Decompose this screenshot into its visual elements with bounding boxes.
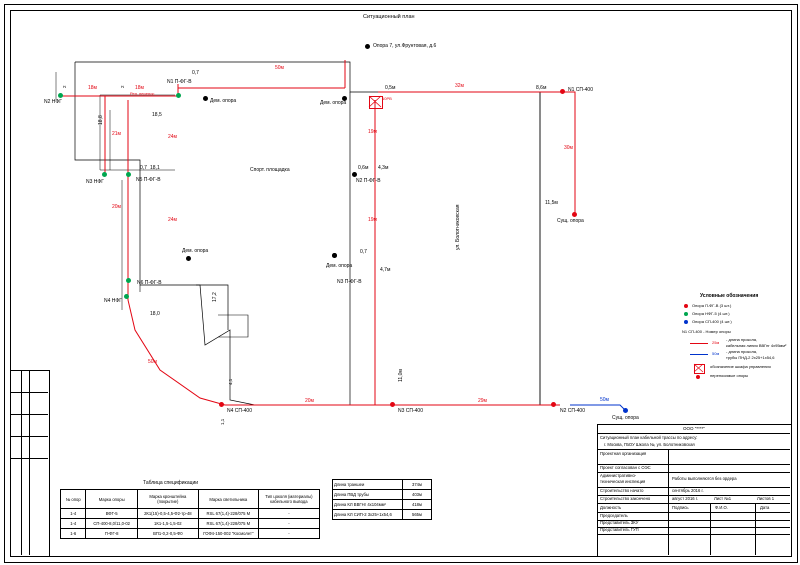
label-rel-perenos: Рел. перенос — [130, 91, 155, 96]
stamp-row-2-label: Административно- — [600, 473, 637, 478]
spec-r0c3: RSL 67(1,4)-228/075 М — [198, 509, 258, 519]
legend-item-6: обозначение шкафа управления — [710, 364, 771, 369]
legend-item-1: Опора НФГ-5 (4 шт.) — [692, 311, 730, 316]
spec-header-3: Марка светильника — [198, 490, 258, 509]
dim-4-7m: 4,7м — [380, 267, 391, 273]
legend-item-4b: кабельная линия ВВГнг 4х95мм² — [726, 343, 787, 348]
legend-item-5: - длина прокола, — [726, 349, 758, 354]
legend-item-7: переносимые опоры — [710, 373, 749, 378]
spec-r1c3: RSL 67(1,4)-228/075 М — [198, 519, 258, 529]
dim-18-8: 18,8 — [98, 115, 104, 125]
trench-r0c0: Длина траншеи — [333, 480, 403, 490]
dim-4-3m: 4,3м — [378, 165, 389, 171]
dim-24m-b: 24м — [168, 217, 177, 223]
node-n1-sp400-label: N1 СП-400 — [568, 87, 593, 93]
trench-r2c0: Длина КЛ ВВГНг 4х104мм² — [333, 500, 403, 510]
spec-r0c0: 1-4 — [61, 509, 86, 519]
stamp-div-2 — [597, 449, 790, 450]
spec-r1c1: СП-400-8,0/11,0-02 — [86, 519, 137, 529]
dim-50m-top: 50м — [275, 65, 284, 71]
dim-18-1: 18,1 — [150, 165, 160, 171]
spec-header-2: Марка кронштейна (покрытие) — [137, 490, 198, 509]
dim-2-b: 2 — [120, 85, 125, 88]
node-n1-p-fg-v-label: N1 П-ФГ-В — [167, 79, 192, 85]
stamp-vline-4 — [668, 449, 669, 503]
stamp-org: ООО "****" — [683, 426, 705, 431]
dim-50m-blue: 50м — [600, 397, 609, 403]
stamp-sign-header-1: Подпись — [672, 505, 689, 510]
node-n2-sp400-label: N2 СП-400 — [560, 408, 585, 414]
spec-r1c2: 1К1-1,5-1,5-02 — [137, 519, 198, 529]
spec-r0c1: ВФГ-5 — [86, 509, 137, 519]
legend-item-3: N1 СП-400 - Номер опоры — [682, 329, 731, 334]
stamp-row-4-label: Строительство начато — [600, 488, 644, 493]
stamp-vline-1 — [668, 503, 669, 555]
node-opora7-label: Опора 7, ул.Фрунтовая, д.6 — [373, 43, 437, 49]
stamp-row-1-label: Проект согласован с ОЭС — [600, 465, 651, 470]
stamp-vline-3 — [755, 503, 756, 555]
spec-r2c0: 1-6 — [61, 529, 86, 539]
dim-0-7-c: 0,7 — [140, 165, 147, 171]
legend-item-5-label: 50м — [712, 351, 720, 356]
dim-18-0: 18,0 — [150, 311, 160, 317]
node-n3-p-fg-v-label: N3 П-ФГ-В — [337, 279, 362, 285]
legend-item-2: Опора СП-400 (4 шт.) — [692, 319, 732, 324]
node-n6-p-fg-v-label: N6 П-ФГ-В — [137, 280, 162, 286]
legend-item-0: Опора П-ФГ-В (3 шт.) — [692, 303, 732, 308]
spec-r2c1: П-ФГ-8 — [86, 529, 137, 539]
page-title: Ситуационный план — [363, 14, 415, 20]
dim-50m-curve: 50м — [148, 359, 157, 365]
stamp-sign-row-1: Представитель ЗКУ — [600, 520, 639, 525]
spec-r1c4: - — [258, 519, 319, 529]
stamp-sheet-2: Листов 1 — [757, 496, 775, 501]
table-row — [333, 510, 432, 520]
dim-11-5m: 11,5м — [545, 200, 558, 206]
spec-r2c2: ВП1-0,2-0,5-Ф0 — [137, 529, 198, 539]
table-row — [333, 480, 432, 490]
node-n2-p-fg-v-label: N2 П-ФГ-В — [356, 178, 381, 184]
spec-table — [60, 489, 320, 539]
spec-r2c3: ГОФ4-150-002 "Космолет" — [198, 529, 258, 539]
spec-r0c4: - — [258, 509, 319, 519]
spec-r0c2: 2К1(15)-0,5-4,5-Ф2-тр-48 — [137, 509, 198, 519]
dim-11-0m: 11,0м — [398, 369, 404, 382]
stamp-address: г. Москва, ГБОУ Школа №, ул. Болотниковская — [604, 442, 695, 447]
dim-18m-a: 18м — [88, 85, 97, 91]
trench-r2c1: 418м — [402, 500, 431, 510]
node-dem-opora-1-label: Дем. опора — [210, 98, 237, 104]
node-sush-opora-2-label: Сущ. опора — [612, 415, 639, 421]
table-row — [333, 500, 432, 510]
dim-19m-b: 19м — [368, 217, 377, 223]
table-row — [61, 519, 320, 529]
spec-r2c4: - — [258, 529, 319, 539]
trench-r0c1: 374м — [402, 480, 431, 490]
stamp-vline-2 — [710, 503, 711, 555]
legend-item-5b: трубы ПНД-2 2х25+1х54,6 — [726, 355, 775, 360]
area-label-street: ул. Болотниковская — [455, 204, 461, 250]
area-label-sport: Спорт. площадка — [250, 167, 290, 173]
dim-24m-a: 24м — [168, 134, 177, 140]
dim-0-5m: 0,5м — [385, 85, 396, 91]
dim-18m-b: 18м — [135, 85, 144, 91]
stamp-sign-header-2: Ф.И.О. — [715, 505, 728, 510]
trench-r3c0: Длина КЛ СИП-2 3х25+1х54,6 — [333, 510, 403, 520]
dim-17-2: 17,2 — [212, 292, 218, 302]
dim-2-a: 2 — [62, 85, 67, 88]
dim-30m: 30м — [564, 145, 573, 151]
dim-20m-bottom: 20м — [305, 398, 314, 404]
stamp-sign-header-0: Должность — [600, 505, 622, 510]
stamp-div-1 — [597, 433, 790, 434]
stamp-sign-row-2: Представитель ГУП — [600, 527, 639, 532]
dim-0-7-b: 0,7 — [192, 70, 199, 76]
spec-header-0: № опор — [61, 490, 86, 509]
node-n2-nfg-label: N2 НФГ — [44, 99, 62, 105]
node-n3-nfg-label: N3 НФГ — [86, 179, 104, 185]
node-dem-opora-3-label: Дем. опора — [182, 248, 209, 254]
stamp-row-3-label: Строительство закончено — [600, 496, 651, 501]
trench-r1c0: Длина ПВД трубы — [333, 490, 403, 500]
dim-8-6m: 8,6м — [536, 85, 547, 91]
dim-4-1: 4,1 — [228, 378, 233, 385]
table-row — [333, 490, 432, 500]
dim-19m-a: 19м — [368, 129, 377, 135]
node-n4-sp400-label: N4 СП-400 — [227, 408, 252, 414]
node-dem-opora-2-label: Дем. опора — [320, 100, 347, 106]
trench-r3c1: 565м — [402, 510, 431, 520]
stamp-sign-row-0: Председатель — [600, 513, 628, 518]
spec-r1c0: 1-4 — [61, 519, 86, 529]
legend-marker-move — [696, 375, 700, 379]
stamp-row-4-value: сентябрь 2016 г. — [672, 488, 704, 493]
stamp-row-0-label: Проектная организация — [600, 451, 647, 456]
stamp-project-name: Ситуационный план кабельной трассы по адресу: — [600, 435, 698, 440]
spec-table-title: Таблица спецификации — [143, 480, 199, 486]
stamp-div-7 — [597, 503, 790, 504]
node-n3-sp400-label: N3 СП-400 — [398, 408, 423, 414]
dim-32m: 32м — [455, 83, 464, 89]
legend-item-4: - длина прокола, — [726, 337, 758, 342]
dim-0-6m: 0,6м — [358, 165, 369, 171]
node-dem-opora-4-label: Дем. опора — [326, 263, 353, 269]
node-n4-nfg-label: N4 НФГ — [104, 298, 122, 304]
dim-20m-left: 20м — [112, 204, 121, 210]
table-row — [61, 509, 320, 519]
dim-1-1: 1,1 — [220, 418, 225, 425]
trench-table — [332, 479, 432, 520]
stamp-row-2-value: Работы выполняются без ордера — [672, 476, 737, 481]
stamp-row-2-label-2: техническая инспекция — [600, 479, 646, 484]
node-n5-p-fg-v-label: N5 П-ФГ-В — [136, 177, 161, 183]
stamp-sign-header-3: Дата — [760, 505, 770, 510]
trench-r1c1: 403м — [402, 490, 431, 500]
spec-header-4: Тип цоколя (материалы) кабельного вывода — [258, 490, 319, 509]
stamp-div-11 — [597, 534, 790, 535]
spec-header-1: Марка опоры — [86, 490, 137, 509]
label-10rv: 10РВ — [382, 96, 392, 101]
stamp-row-3-value: август 2016 г. — [672, 496, 698, 501]
legend-title: Условные обозначения — [700, 293, 759, 299]
spec-table-header-row — [61, 490, 320, 509]
dim-21m: 21м — [112, 131, 121, 137]
node-sush-opora-1-label: Сущ. опора — [557, 218, 584, 224]
dim-29m-bottom: 29м — [478, 398, 487, 404]
stamp-sheet-1: Лист №1 — [714, 496, 732, 501]
table-row — [61, 529, 320, 539]
dim-18-5: 18,5 — [152, 112, 162, 118]
legend-item-4-label: 25м — [712, 340, 720, 345]
dim-0-7-a: 0,7 — [360, 249, 367, 255]
